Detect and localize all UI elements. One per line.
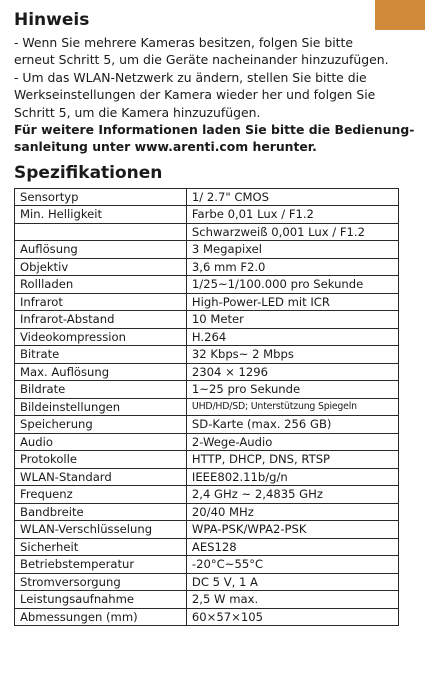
spec-label: Sicherheit: [15, 538, 187, 556]
spec-value: WPA-PSK/WPA2-PSK: [186, 521, 398, 539]
table-row: [15, 608, 399, 626]
hinweis-line: - Wenn Sie mehrere Kameras besitzen, folgen Sie bitte: [14, 35, 354, 50]
spec-label: Objektiv: [15, 258, 187, 276]
hinweis-title: Hinweis: [14, 10, 90, 30]
spec-label: Speicherung: [15, 416, 187, 434]
spec-value: UHD/HD/SD; Unterstützung Spiegeln: [186, 398, 398, 416]
spec-value: SD-Karte (max. 256 GB): [186, 416, 398, 434]
spec-value: 2-Wege-Audio: [186, 433, 398, 451]
spec-value: 20/40 MHz: [186, 503, 398, 521]
hinweis-line: Werkseinstellungen der Kamera wieder her und folgen Sie: [14, 87, 376, 103]
manual-page: [14, 8, 415, 626]
table-row: [15, 206, 399, 224]
spec-label: Bitrate: [15, 346, 187, 364]
spec-label: WLAN-Verschlüsselung: [15, 521, 187, 539]
hinweis-bold-line: Für weitere Informationen laden Sie bitte die Bedienung-: [14, 122, 415, 138]
spec-label: Videokompression: [15, 328, 187, 346]
spec-value: Farbe 0,01 Lux / F1.2: [186, 206, 398, 224]
table-row: [15, 538, 399, 556]
table-row: [15, 241, 399, 259]
spec-table: [14, 188, 399, 627]
spec-value: High-Power-LED mit ICR: [186, 293, 398, 311]
spec-value: 1/ 2.7" CMOS: [186, 188, 398, 206]
spec-label: Rollladen: [15, 276, 187, 294]
spec-label: [15, 223, 187, 241]
spec-title: Spezifikationen: [14, 162, 163, 183]
spec-label: Betriebstemperatur: [15, 556, 187, 574]
spec-label: Auflösung: [15, 241, 187, 259]
spec-value: 2,5 W max.: [186, 591, 398, 609]
table-row: [15, 433, 399, 451]
table-row: [15, 188, 399, 206]
spec-value: 1~25 pro Sekunde: [186, 381, 398, 399]
spec-value: -20°C~55°C: [186, 556, 398, 574]
table-row: [15, 573, 399, 591]
spec-label: Max. Auflösung: [15, 363, 187, 381]
table-row: [15, 328, 399, 346]
table-row: [15, 486, 399, 504]
table-row: [15, 311, 399, 329]
table-row: [15, 416, 399, 434]
spec-label: Sensortyp: [15, 188, 187, 206]
table-row: [15, 451, 399, 469]
spec-value: 3 Megapixel: [186, 241, 398, 259]
table-row: [15, 363, 399, 381]
spec-label: Infrarot-Abstand: [15, 311, 187, 329]
spec-value: 2304 × 1296: [186, 363, 398, 381]
spec-value: Schwarzweiß 0,001 Lux / F1.2: [186, 223, 398, 241]
spec-value: 1/25~1/100.000 pro Sekunde: [186, 276, 398, 294]
table-row: [15, 293, 399, 311]
spec-label: Bildrate: [15, 381, 187, 399]
table-row: [15, 276, 399, 294]
table-row: [15, 468, 399, 486]
spec-value: 10 Meter: [186, 311, 398, 329]
spec-label: Bandbreite: [15, 503, 187, 521]
spec-value: 3,6 mm F2.0: [186, 258, 398, 276]
spec-label: Protokolle: [15, 451, 187, 469]
hinweis-line: Schritt 5, um die Kamera hinzuzufügen.: [14, 104, 261, 120]
table-row: [15, 503, 399, 521]
spec-label: Leistungsaufnahme: [15, 591, 187, 609]
spec-value: 32 Kbps~ 2 Mbps: [186, 346, 398, 364]
spec-label: Frequenz: [15, 486, 187, 504]
table-row: [15, 556, 399, 574]
table-row: [15, 223, 399, 241]
spec-label: WLAN-Standard: [15, 468, 187, 486]
spec-value: 60×57×105: [186, 608, 398, 626]
table-row: [15, 258, 399, 276]
spec-value: 2,4 GHz ~ 2,4835 GHz: [186, 486, 398, 504]
hinweis-line: - Um das WLAN-Netzwerk zu ändern, stellen Sie bitte die: [14, 69, 367, 85]
hinweis-line: erneut Schritt 5, um die Geräte nacheinander hinzuzufügen.: [14, 52, 389, 68]
spec-label: Abmessungen (mm): [15, 608, 187, 626]
table-row: [15, 591, 399, 609]
spec-label: Min. Helligkeit: [15, 206, 187, 224]
table-row: [15, 346, 399, 364]
spec-label: Stromversorgung: [15, 573, 187, 591]
spec-label: Bildeinstellungen: [15, 398, 187, 416]
table-row: [15, 521, 399, 539]
spec-label: Audio: [15, 433, 187, 451]
spec-value: IEEE802.11b/g/n: [186, 468, 398, 486]
spec-value: HTTP, DHCP, DNS, RTSP: [186, 451, 398, 469]
hinweis-bold-line: sanleitung unter www.arenti.com herunter.: [14, 139, 317, 155]
spec-label: Infrarot: [15, 293, 187, 311]
table-row: [15, 381, 399, 399]
spec-value: H.264: [186, 328, 398, 346]
table-row: [15, 398, 399, 416]
spec-value: AES128: [186, 538, 398, 556]
hinweis-body: [14, 34, 415, 156]
spec-value: DC 5 V, 1 A: [186, 573, 398, 591]
